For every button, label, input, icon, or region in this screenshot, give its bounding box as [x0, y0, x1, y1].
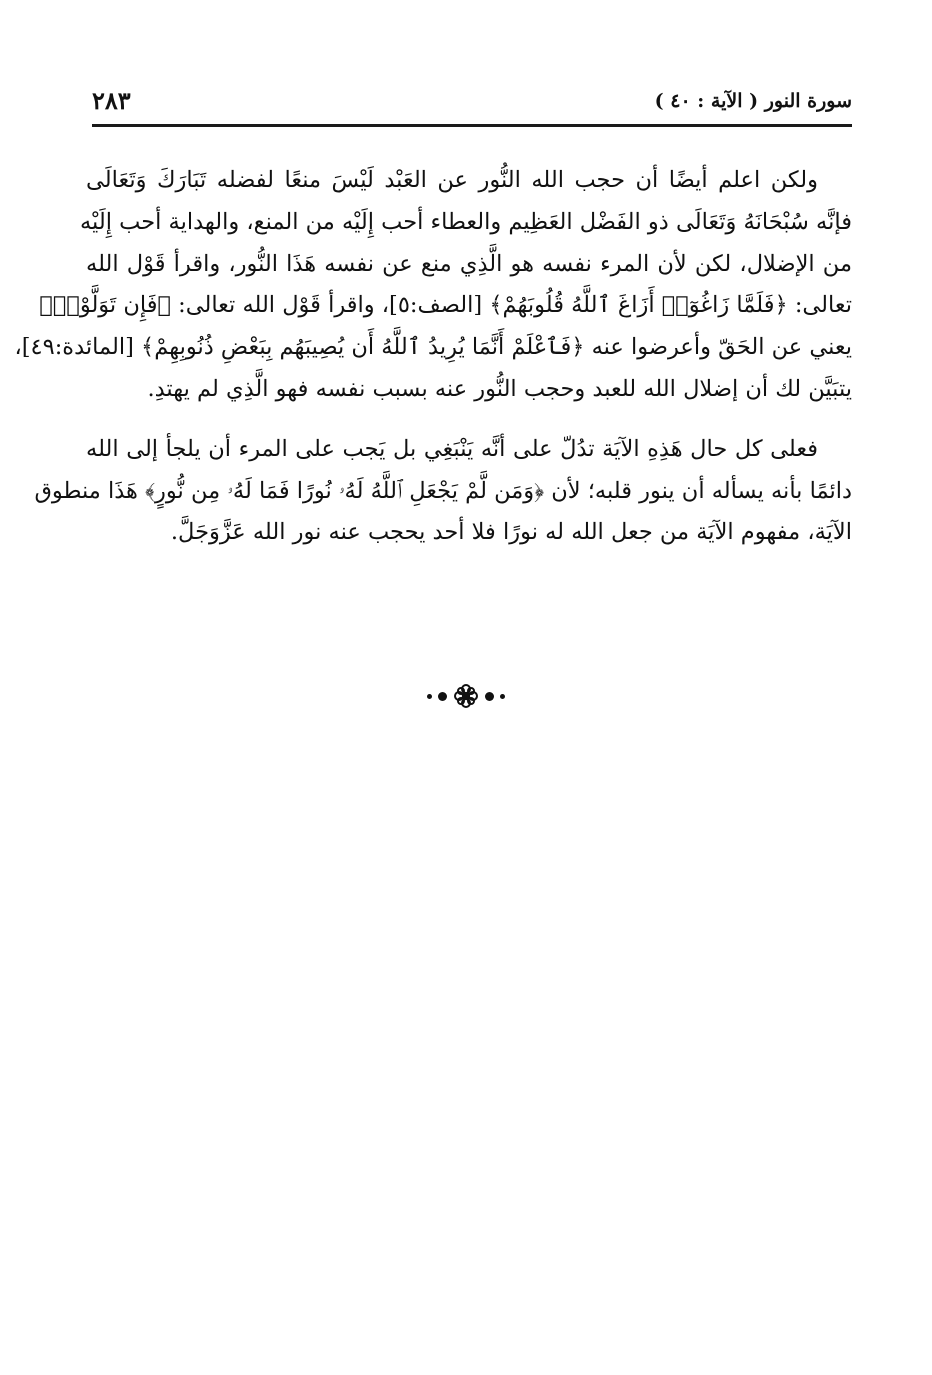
text-line: دائمًا بأنه يسأله أن ينور قلبه؛ لأن ﴿وَمَن لَّمْ يَجْعَلِ ٱللَّهُ لَهُۥ نُورًا فَمَا لَهُۥ مِن نُّورٍ﴾ هَذَا منطوق — [34, 477, 852, 504]
flower-ornament-icon — [453, 683, 479, 709]
page-header — [92, 84, 852, 124]
text-line: يتبَيَّن لك أن إضلال الله للعبد وحجب النُّور عنه بسبب نفسه فهو الَّذِي لم يهتدِ. — [147, 375, 852, 402]
running-title: سورة النور ( الآية : ٤٠ ) — [654, 90, 852, 112]
header-rule — [92, 124, 852, 127]
body-text — [14, 160, 852, 554]
paragraph-2 — [34, 429, 852, 554]
text-line: من الإضلال، لكن لأن المرء نفسه هو الَّذِي منع عن نفسه هَذَا النُّور، واقرأ قَوْل الله — [86, 250, 852, 277]
page-number: ٢٨٣ — [92, 86, 131, 115]
ornament-dot — [485, 692, 494, 701]
ornament-dot — [427, 694, 432, 699]
paragraph-1 — [14, 160, 852, 411]
ornament-dot — [438, 692, 447, 701]
paragraph-spacer — [86, 411, 852, 429]
ornament-dot — [500, 694, 505, 699]
text-line: تعالى: ﴿فَلَمَّا زَاغُوٓا۟ أَزَاغَ ٱللَّهُ قُلُوبَهُمْ﴾ [الصف:٥]، واقرأ قَوْل الله تعالى: ﴿فَإِن تَوَلَّوْا۟﴾ — [39, 292, 852, 319]
text-line: ولكن اعلم أيضًا أن حجب الله النُّور عن العَبْد لَيْسَ منعًا لفضله تَبَارَكَ وَتَعَالَى — [86, 167, 818, 193]
text-line: فعلى كل حال هَذِهِ الآيَة تدُلّ على أنَّه يَنْبَغِي بل يَجب على المرء أن يلجأ إلى الله — [86, 435, 818, 462]
text-line: فإنَّه سُبْحَانَهُ وَتَعَالَى ذو الفَضْل العَظِيم والعطاء أحب إِلَيْه من المنع، والهداية أحب إِلَيْه — [79, 208, 852, 235]
section-end-ornament — [0, 681, 932, 711]
text-line: الآيَة، مفهوم الآيَة من جعل الله له نورًا فلا أحد يحجب عنه نور الله عَزَّوَجَلَّ. — [170, 519, 852, 546]
text-line: يعني عن الحَقّ وأعرضوا عنه ﴿فَٱعْلَمْ أَنَّمَا يُرِيدُ ٱللَّهُ أَن يُصِيبَهُم بِبَعْضِ ذُنُوبِهِمْ﴾ [المائدة:٤٩]، — [14, 334, 852, 361]
